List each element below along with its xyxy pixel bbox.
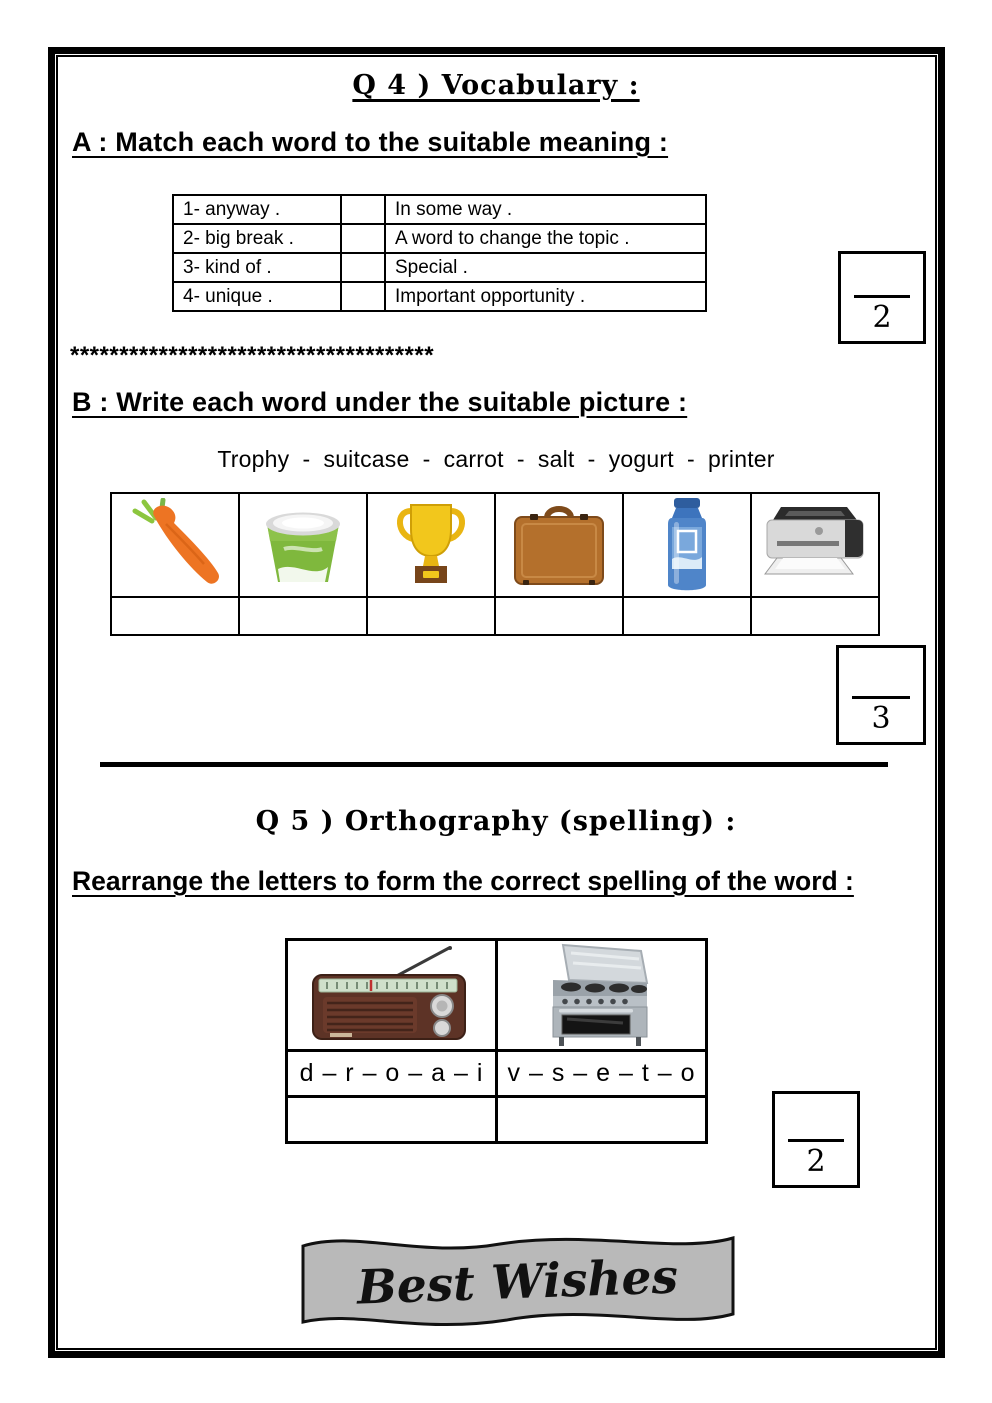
printer-image [759,503,871,587]
match-answer-cell [341,282,385,311]
match-word-cell: 4- unique . [173,282,341,311]
carrot-image [118,498,232,592]
table-row [287,940,707,1051]
answer-cell [623,597,751,635]
table-row [173,195,706,224]
picture-cell [367,493,495,597]
radio-image [299,945,485,1045]
answer-cell [751,597,879,635]
answer-cell [367,597,495,635]
q4-title-text: Q 4 ) Vocabulary : [352,70,640,101]
answer-cell [239,597,367,635]
section-divider [100,762,888,767]
spelling-table [285,938,708,1144]
score-box-a [838,251,926,344]
word-bank: Trophy - suitcase - carrot - salt - yogurt - printer [217,446,775,472]
picture-cell [239,493,367,597]
picture-cell [497,940,707,1051]
answer-cell [111,597,239,635]
score-value: 2 [872,300,892,335]
match-meaning-cell: Special . [385,253,706,282]
score-box-b [836,645,926,745]
trophy-image [390,499,472,591]
asterisk-separator: ************************************* [70,342,435,369]
score-value: 3 [871,701,891,736]
letters-cell: d – r – o – a – i [287,1051,497,1097]
spelling-answer-cell [497,1097,707,1143]
match-meaning-cell: A word to change the topic . [385,224,706,253]
table-row [111,493,879,597]
picture-cell [287,940,497,1051]
table-row [287,1051,707,1097]
yogurt-image [254,503,352,587]
banner-ribbon [295,1226,741,1338]
best-wishes-banner [295,1226,741,1338]
match-meaning-cell: In some way . [385,195,706,224]
match-word-cell: 1- anyway . [173,195,341,224]
match-meaning-cell: Important opportunity . [385,282,706,311]
match-answer-cell [341,195,385,224]
q5-title: Q 5 ) Orthography (spelling) : [255,806,737,837]
match-table [172,194,707,312]
spelling-answer-cell [287,1097,497,1143]
picture-table [110,492,880,636]
section-b-heading: B : Write each word under the suitable picture : [72,387,688,417]
salt-image [665,496,709,594]
q4-title [0,70,992,101]
match-answer-cell [341,224,385,253]
score-line [854,295,910,298]
banner-text: Best Wishes [356,1249,679,1316]
stove-image [535,941,669,1049]
suitcase-image [509,501,609,589]
score-line [852,696,909,699]
score-box-c [772,1091,860,1188]
picture-cell [111,493,239,597]
table-row [173,224,706,253]
picture-cell [751,493,879,597]
match-word-cell: 2- big break . [173,224,341,253]
answer-cell [495,597,623,635]
section-a-heading: A : Match each word to the suitable meaning : [72,127,669,157]
table-row [173,253,706,282]
score-value: 2 [806,1144,826,1179]
table-row [173,282,706,311]
q5-heading: Rearrange the letters to form the correct spelling of the word : [72,866,854,896]
picture-cell [623,493,751,597]
letters-cell: v – s – e – t – o [497,1051,707,1097]
match-answer-cell [341,253,385,282]
table-row [111,597,879,635]
picture-cell [495,493,623,597]
table-row [287,1097,707,1143]
match-word-cell: 3- kind of . [173,253,341,282]
score-line [788,1139,844,1142]
